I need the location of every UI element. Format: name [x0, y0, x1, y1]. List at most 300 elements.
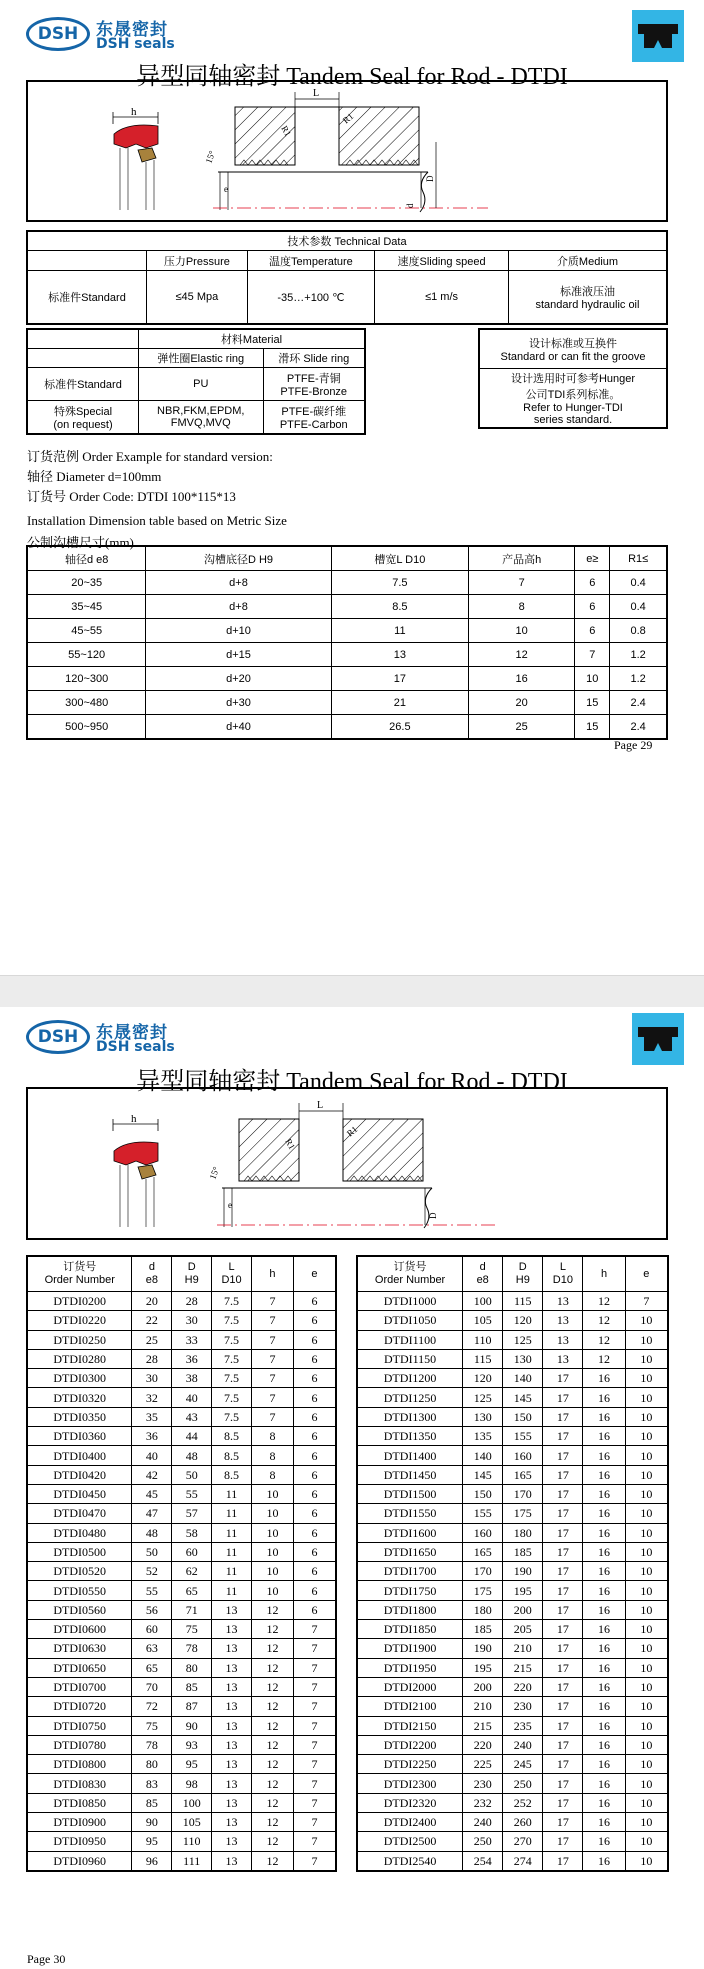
order-dim-cell: 6 [293, 1349, 336, 1368]
order-dim-cell: 274 [503, 1851, 543, 1871]
order-number-cell: DTDI1500 [357, 1484, 463, 1503]
order-row [357, 1658, 668, 1677]
order-dim-cell: 145 [503, 1388, 543, 1407]
order-number-cell: DTDI0800 [27, 1755, 132, 1774]
order-dim-cell: 13 [212, 1716, 252, 1735]
material-heading: 材料Material [139, 329, 366, 349]
order-dim-cell: 10 [251, 1504, 293, 1523]
order-header-cell: D H9 [172, 1256, 212, 1292]
order-dim-cell: 87 [172, 1697, 212, 1716]
order-dim-cell: 252 [503, 1793, 543, 1812]
order-number-cell: DTDI0450 [27, 1484, 132, 1503]
order-dim-cell: 13 [543, 1349, 583, 1368]
order-row [27, 1407, 336, 1426]
order-table-right [356, 1255, 669, 1872]
technical-data-table [26, 230, 668, 325]
order-dim-cell: 13 [212, 1600, 252, 1619]
order-dim-cell: 12 [251, 1600, 293, 1619]
order-row [357, 1755, 668, 1774]
hdr-r1: R1≤ [610, 546, 667, 571]
hdr-shaft: 轴径d e8 [27, 546, 146, 571]
order-dim-cell: 17 [543, 1774, 583, 1793]
order-dim-cell: 75 [132, 1716, 172, 1735]
order-dim-cell: 10 [625, 1427, 668, 1446]
order-row [357, 1542, 668, 1561]
order-number-cell: DTDI1250 [357, 1388, 463, 1407]
order-dim-cell: 105 [172, 1813, 212, 1832]
order-dim-cell: 12 [251, 1793, 293, 1812]
install-dimension-table [26, 545, 668, 740]
dsh-logo-mark: DSH [26, 17, 90, 51]
label-r1-right-p2: R1 [344, 1124, 360, 1139]
order-dim-cell: 220 [503, 1677, 543, 1696]
install-cell: 55~120 [27, 643, 146, 667]
order-dim-cell: 110 [172, 1832, 212, 1851]
order-row [27, 1465, 336, 1484]
seal-cross-section-drawing-p2 [28, 1089, 666, 1238]
order-dim-cell: 10 [625, 1677, 668, 1696]
order-number-cell: DTDI1300 [357, 1407, 463, 1426]
order-dim-cell: 32 [132, 1388, 172, 1407]
order-dim-cell: 10 [251, 1581, 293, 1600]
order-dim-cell: 170 [463, 1562, 503, 1581]
order-number-cell: DTDI1000 [357, 1292, 463, 1311]
order-header-cell: e [625, 1256, 668, 1292]
order-header-cell: d e8 [132, 1256, 172, 1292]
order-dim-cell: 17 [543, 1600, 583, 1619]
order-dim-cell: 160 [503, 1446, 543, 1465]
order-dim-cell: 71 [172, 1600, 212, 1619]
order-dim-cell: 240 [463, 1813, 503, 1832]
order-dim-cell: 254 [463, 1851, 503, 1871]
order-dim-cell: 11 [212, 1484, 252, 1503]
order-dim-cell: 10 [625, 1388, 668, 1407]
order-dim-cell: 17 [543, 1832, 583, 1851]
order-row [27, 1600, 336, 1619]
page-number-29: Page 29 [614, 738, 653, 752]
order-row [357, 1716, 668, 1735]
order-dim-cell: 16 [583, 1639, 625, 1658]
order-dim-cell: 10 [251, 1562, 293, 1581]
order-row [27, 1716, 336, 1735]
order-header-cell: L D10 [543, 1256, 583, 1292]
order-dim-cell: 7 [251, 1407, 293, 1426]
order-dim-cell: 10 [625, 1369, 668, 1388]
order-dim-cell: 16 [583, 1523, 625, 1542]
order-dim-cell: 17 [543, 1813, 583, 1832]
col-speed: 速度Sliding speed [375, 251, 509, 271]
order-number-cell: DTDI1900 [357, 1639, 463, 1658]
order-dim-cell: 8.5 [212, 1427, 252, 1446]
order-dim-cell: 78 [172, 1639, 212, 1658]
order-dim-cell: 110 [463, 1330, 503, 1349]
order-dim-cell: 10 [625, 1504, 668, 1523]
order-dim-cell: 12 [251, 1658, 293, 1677]
label-angle-p2: 15° [207, 1165, 222, 1181]
order-dim-cell: 13 [543, 1330, 583, 1349]
order-dim-cell: 16 [583, 1388, 625, 1407]
order-dim-cell: 40 [132, 1446, 172, 1465]
order-dim-cell: 6 [293, 1542, 336, 1561]
order-header-row [27, 1256, 336, 1292]
install-cell: 8.5 [331, 595, 468, 619]
order-row [357, 1697, 668, 1716]
order-row [357, 1735, 668, 1754]
order-number-cell: DTDI1850 [357, 1620, 463, 1639]
order-dim-cell: 17 [543, 1581, 583, 1600]
special-elastic: NBR,FKM,EPDM, FMVQ,MVQ [139, 401, 264, 435]
order-dim-cell: 115 [503, 1292, 543, 1311]
order-dim-cell: 16 [583, 1793, 625, 1812]
order-dim-cell: 12 [251, 1716, 293, 1735]
order-row [27, 1369, 336, 1388]
page-separator [0, 975, 704, 1008]
order-number-cell: DTDI1100 [357, 1330, 463, 1349]
order-row [27, 1446, 336, 1465]
order-dim-cell: 28 [132, 1349, 172, 1368]
order-row [357, 1639, 668, 1658]
order-dim-cell: 7 [293, 1755, 336, 1774]
order-dim-cell: 13 [212, 1639, 252, 1658]
order-number-cell: DTDI1800 [357, 1600, 463, 1619]
install-cell: 45~55 [27, 619, 146, 643]
order-row [357, 1504, 668, 1523]
order-dim-cell: 7.5 [212, 1369, 252, 1388]
order-number-cell: DTDI0650 [27, 1658, 132, 1677]
order-dim-cell: 93 [172, 1735, 212, 1754]
order-dim-cell: 7 [293, 1774, 336, 1793]
order-dim-cell: 11 [212, 1542, 252, 1561]
order-number-cell: DTDI2400 [357, 1813, 463, 1832]
label-L-p2: L [317, 1100, 324, 1111]
order-dim-cell: 7 [293, 1716, 336, 1735]
order-dim-cell: 13 [212, 1793, 252, 1812]
order-dim-cell: 17 [543, 1388, 583, 1407]
order-dim-cell: 7 [293, 1813, 336, 1832]
install-cell: 0.4 [610, 571, 667, 595]
order-dim-cell: 125 [463, 1388, 503, 1407]
order-dim-cell: 12 [583, 1349, 625, 1368]
order-dim-cell: 22 [132, 1311, 172, 1330]
order-row [27, 1793, 336, 1812]
order-row [27, 1658, 336, 1677]
order-dim-cell: 16 [583, 1774, 625, 1793]
hdr-height: 产品高h [469, 546, 575, 571]
order-dim-cell: 75 [172, 1620, 212, 1639]
order-dim-cell: 16 [583, 1832, 625, 1851]
order-dim-cell: 7 [293, 1639, 336, 1658]
order-dim-cell: 16 [583, 1562, 625, 1581]
order-dim-cell: 6 [293, 1562, 336, 1581]
order-row [357, 1349, 668, 1368]
order-number-cell: DTDI2250 [357, 1755, 463, 1774]
order-dim-cell: 6 [293, 1581, 336, 1600]
install-header-row [27, 546, 667, 571]
label-r1-right: R1 [340, 111, 356, 126]
order-number-cell: DTDI0520 [27, 1562, 132, 1581]
groove-note-top: 设计标准或互换件 Standard or can fit the groove [479, 329, 667, 369]
order-dim-cell: 240 [503, 1735, 543, 1754]
install-cell: 6 [575, 619, 610, 643]
order-dim-cell: 10 [625, 1851, 668, 1871]
order-dim-cell: 160 [463, 1523, 503, 1542]
order-row [357, 1620, 668, 1639]
col-elastic: 弹性圈Elastic ring [139, 349, 264, 368]
order-dim-cell: 7.5 [212, 1388, 252, 1407]
label-r1-left: R1 [279, 124, 294, 139]
order-dim-cell: 200 [463, 1677, 503, 1696]
order-number-cell: DTDI0360 [27, 1427, 132, 1446]
order-dim-cell: 13 [543, 1292, 583, 1311]
order-dim-cell: 10 [625, 1311, 668, 1330]
order-dim-cell: 6 [293, 1292, 336, 1311]
order-number-cell: DTDI0720 [27, 1697, 132, 1716]
order-number-cell: DTDI0700 [27, 1677, 132, 1696]
page-title: 异型同轴密封 Tandem Seal for Rod - DTDI [136, 64, 568, 90]
order-dim-cell: 40 [172, 1388, 212, 1407]
order-number-cell: DTDI1950 [357, 1658, 463, 1677]
install-row [27, 691, 667, 715]
order-dim-cell: 6 [293, 1504, 336, 1523]
order-number-cell: DTDI0350 [27, 1407, 132, 1426]
order-dim-cell: 17 [543, 1658, 583, 1677]
col-temperature: 温度Temperature [247, 251, 374, 271]
install-cell: 2.4 [610, 691, 667, 715]
order-number-cell: DTDI1450 [357, 1465, 463, 1484]
order-row [27, 1851, 336, 1871]
dsh-logo-en: DSH seals [96, 36, 175, 52]
order-dim-cell: 48 [172, 1446, 212, 1465]
order-dim-cell: 7.5 [212, 1292, 252, 1311]
order-dim-cell: 95 [132, 1832, 172, 1851]
order-example-line1: 订货范例 Order Example for standard version: [27, 449, 273, 464]
order-dim-cell: 12 [583, 1311, 625, 1330]
order-dim-cell: 100 [172, 1793, 212, 1812]
order-header-row [357, 1256, 668, 1292]
label-e-p2: e [228, 1200, 232, 1210]
order-number-cell: DTDI2150 [357, 1716, 463, 1735]
order-dim-cell: 180 [503, 1523, 543, 1542]
order-number-cell: DTDI0300 [27, 1369, 132, 1388]
order-dim-cell: 260 [503, 1813, 543, 1832]
order-dim-cell: 7 [251, 1349, 293, 1368]
technical-heading: 技术参数 Technical Data [27, 231, 667, 251]
order-dim-cell: 10 [625, 1755, 668, 1774]
order-dim-cell: 63 [132, 1639, 172, 1658]
order-row [357, 1484, 668, 1503]
order-dim-cell: 48 [132, 1523, 172, 1542]
order-dim-cell: 7.5 [212, 1330, 252, 1349]
order-dim-cell: 58 [172, 1523, 212, 1542]
install-cell: 10 [469, 619, 575, 643]
install-heading-en: Installation Dimension table based on Metric Size [27, 513, 287, 528]
order-dim-cell: 105 [463, 1311, 503, 1330]
order-dim-cell: 7 [251, 1330, 293, 1349]
val-speed: ≤1 m/s [375, 271, 509, 325]
standard-slide: PTFE-青铜 PTFE-Bronze [263, 368, 365, 401]
order-row [27, 1813, 336, 1832]
order-row [357, 1446, 668, 1465]
order-row [27, 1735, 336, 1754]
col-pressure: 压力Pressure [147, 251, 248, 271]
order-number-cell: DTDI1750 [357, 1581, 463, 1600]
order-dim-cell: 60 [132, 1620, 172, 1639]
order-dim-cell: 8 [251, 1446, 293, 1465]
order-number-cell: DTDI0220 [27, 1311, 132, 1330]
order-row [27, 1562, 336, 1581]
order-dim-cell: 17 [543, 1716, 583, 1735]
order-dim-cell: 62 [172, 1562, 212, 1581]
order-row [27, 1523, 336, 1542]
order-dim-cell: 215 [463, 1716, 503, 1735]
order-dim-cell: 12 [251, 1697, 293, 1716]
label-angle: 15° [203, 149, 218, 165]
order-dim-cell: 33 [172, 1330, 212, 1349]
order-header-cell: D H9 [503, 1256, 543, 1292]
order-dim-cell: 7 [293, 1697, 336, 1716]
order-dim-cell: 170 [503, 1484, 543, 1503]
order-dim-cell: 95 [172, 1755, 212, 1774]
page-number-30: Page 30 [27, 1952, 66, 1966]
order-number-cell: DTDI0470 [27, 1504, 132, 1523]
order-row [357, 1465, 668, 1484]
order-row [27, 1542, 336, 1561]
seal-profile-icon-p2 [632, 1013, 684, 1065]
order-dim-cell: 65 [172, 1581, 212, 1600]
order-dim-cell: 8 [251, 1427, 293, 1446]
install-cell: 10 [575, 667, 610, 691]
order-dim-cell: 10 [625, 1581, 668, 1600]
order-number-cell: DTDI2500 [357, 1832, 463, 1851]
order-number-cell: DTDI1400 [357, 1446, 463, 1465]
order-number-cell: DTDI0630 [27, 1639, 132, 1658]
order-dim-cell: 6 [293, 1484, 336, 1503]
order-row [27, 1697, 336, 1716]
order-number-cell: DTDI2300 [357, 1774, 463, 1793]
order-number-cell: DTDI0480 [27, 1523, 132, 1542]
order-row [27, 1330, 336, 1349]
order-dim-cell: 17 [543, 1446, 583, 1465]
order-dim-cell: 50 [172, 1465, 212, 1484]
label-r1-left-p2: R1 [283, 1137, 298, 1152]
order-dim-cell: 13 [212, 1832, 252, 1851]
order-dim-cell: 11 [212, 1581, 252, 1600]
order-dim-cell: 115 [463, 1349, 503, 1368]
order-number-cell: DTDI2200 [357, 1735, 463, 1754]
order-dim-cell: 10 [625, 1735, 668, 1754]
val-temperature: -35…+100 ℃ [247, 271, 374, 325]
order-dim-cell: 140 [503, 1369, 543, 1388]
order-dim-cell: 16 [583, 1658, 625, 1677]
order-dim-cell: 120 [503, 1311, 543, 1330]
special-slide: PTFE-碳纤维 PTFE-Carbon [263, 401, 365, 435]
order-number-cell: DTDI0600 [27, 1620, 132, 1639]
order-number-cell: DTDI2000 [357, 1677, 463, 1696]
install-cell: d+15 [146, 643, 331, 667]
order-row [27, 1677, 336, 1696]
order-dim-cell: 8.5 [212, 1465, 252, 1484]
install-row [27, 595, 667, 619]
order-dim-cell: 125 [503, 1330, 543, 1349]
order-row [27, 1388, 336, 1407]
order-dim-cell: 10 [625, 1465, 668, 1484]
order-dim-cell: 7 [293, 1851, 336, 1871]
order-header-cell: e [293, 1256, 336, 1292]
install-cell: 0.8 [610, 619, 667, 643]
label-h-p2: h [131, 1113, 137, 1125]
order-row [357, 1793, 668, 1812]
order-dim-cell: 12 [251, 1774, 293, 1793]
order-row [357, 1813, 668, 1832]
order-dim-cell: 17 [543, 1677, 583, 1696]
order-number-cell: DTDI0400 [27, 1446, 132, 1465]
install-cell: 16 [469, 667, 575, 691]
order-header-cell: L D10 [212, 1256, 252, 1292]
label-L: L [313, 88, 320, 99]
order-dim-cell: 6 [293, 1311, 336, 1330]
order-dim-cell: 232 [463, 1793, 503, 1812]
order-row [27, 1774, 336, 1793]
order-dim-cell: 150 [503, 1407, 543, 1426]
order-number-cell: DTDI0830 [27, 1774, 132, 1793]
order-dim-cell: 250 [463, 1832, 503, 1851]
order-dim-cell: 12 [251, 1755, 293, 1774]
order-dim-cell: 83 [132, 1774, 172, 1793]
material-table [26, 328, 366, 435]
order-dim-cell: 12 [251, 1620, 293, 1639]
order-dim-cell: 190 [463, 1639, 503, 1658]
order-row [357, 1388, 668, 1407]
order-dim-cell: 55 [132, 1581, 172, 1600]
order-dim-cell: 11 [212, 1523, 252, 1542]
install-cell: 21 [331, 691, 468, 715]
order-row [357, 1774, 668, 1793]
dsh-logo [26, 14, 186, 56]
order-number-cell: DTDI1600 [357, 1523, 463, 1542]
order-dim-cell: 225 [463, 1755, 503, 1774]
order-dim-cell: 130 [503, 1349, 543, 1368]
order-dim-cell: 245 [503, 1755, 543, 1774]
order-row [357, 1311, 668, 1330]
order-dim-cell: 17 [543, 1484, 583, 1503]
order-row [357, 1330, 668, 1349]
order-dim-cell: 220 [463, 1735, 503, 1754]
order-dim-cell: 7 [251, 1311, 293, 1330]
install-cell: 7 [575, 643, 610, 667]
order-dim-cell: 17 [543, 1562, 583, 1581]
order-number-cell: DTDI1550 [357, 1504, 463, 1523]
install-cell: 15 [575, 715, 610, 740]
order-dim-cell: 7 [293, 1735, 336, 1754]
order-dim-cell: 13 [212, 1813, 252, 1832]
install-row [27, 571, 667, 595]
order-dim-cell: 10 [625, 1407, 668, 1426]
order-dim-cell: 17 [543, 1620, 583, 1639]
order-row [27, 1755, 336, 1774]
install-cell: 2.4 [610, 715, 667, 740]
order-dim-cell: 8.5 [212, 1446, 252, 1465]
label-D-p2: D [428, 1212, 438, 1219]
order-row [27, 1427, 336, 1446]
order-number-cell: DTDI0850 [27, 1793, 132, 1812]
order-dim-cell: 16 [583, 1427, 625, 1446]
order-dim-cell: 210 [463, 1697, 503, 1716]
install-cell: 11 [331, 619, 468, 643]
order-dim-cell: 12 [583, 1330, 625, 1349]
order-dim-cell: 7.5 [212, 1311, 252, 1330]
order-number-cell: DTDI2100 [357, 1697, 463, 1716]
order-dim-cell: 12 [251, 1677, 293, 1696]
